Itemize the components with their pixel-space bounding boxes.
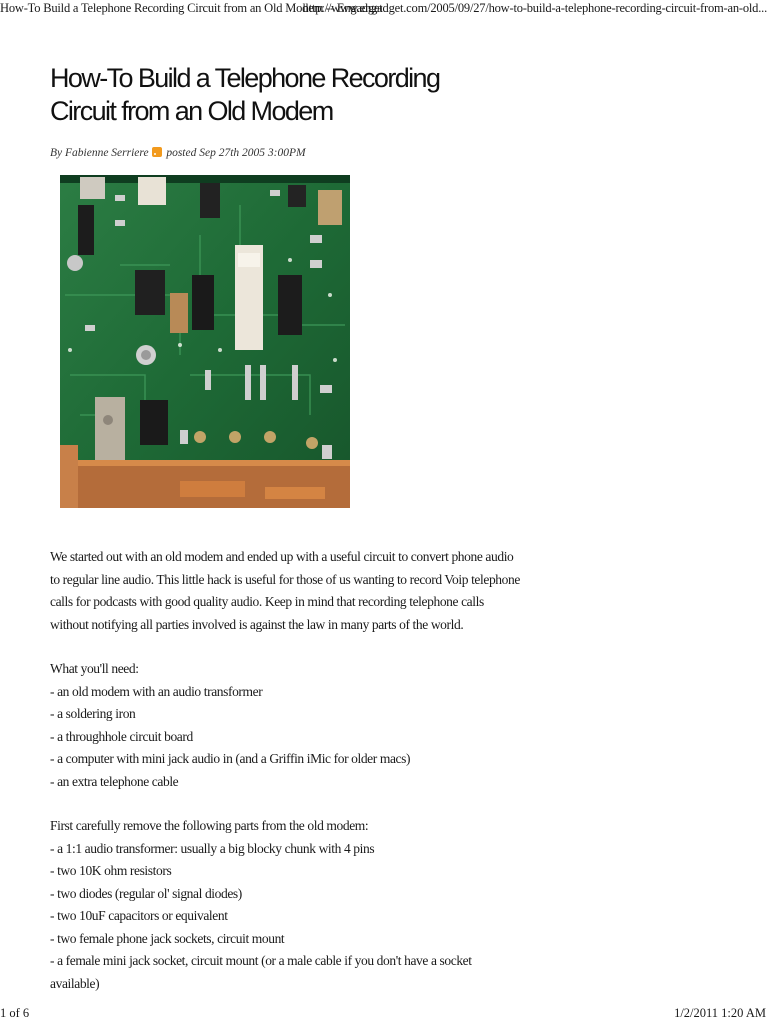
list-item: - a throughhole circuit board: [50, 728, 193, 744]
byline: [50, 147, 306, 159]
article-body: [50, 546, 520, 995]
print-timestamp: 1/2/2011 1:20 AM: [674, 1006, 766, 1020]
circuit-board-illustration: [60, 175, 350, 508]
list-item: - a soldering iron: [50, 706, 136, 721]
article-title: How-To Build a Telephone Recording Circuit from an Old Modem: [50, 63, 440, 126]
post-date: posted Sep 27th 2005 3:00PM: [166, 147, 306, 159]
list-item: - an old modem with an audio transformer: [50, 683, 263, 699]
parts-list: [50, 838, 520, 996]
list-item: - a female mini jack socket, circuit mount (or a male cable if you don't have a socket available): [50, 953, 472, 991]
needs-list: [50, 681, 520, 794]
list-item: - a 1:1 audio transformer: usually a big blocky chunk with 4 pins: [50, 840, 375, 856]
page-number: 1 of 6: [0, 1006, 30, 1020]
list-item: - two female phone jack sockets, circuit mount: [50, 930, 285, 946]
list-item: - a computer with mini jack audio in (and a Griffin iMic for older macs): [50, 751, 411, 766]
print-header-title: How-To Build a Telephone Recording Circuit from an Old Modem -- Engadget: [0, 1, 383, 15]
list-item: - two 10K ohm resistors: [50, 863, 172, 878]
circuit-board-photo: [60, 175, 350, 508]
needs-heading: What you'll need:: [50, 661, 139, 676]
parts-heading: First carefully remove the following parts from the old modem:: [50, 818, 369, 833]
rss-feed-icon[interactable]: [152, 147, 162, 157]
list-item: - two diodes (regular ol' signal diodes): [50, 885, 242, 901]
intro-paragraph: We started out with an old modem and ended up with a useful circuit to convert phone audio to regular line audio. This little hack is useful for those of us wanting to record Voip telephone calls for podcasts with good quality audio. Keep in mind that recording telephone calls without notifying all parties involved is against the law in many parts of the world.: [50, 549, 520, 632]
list-item: - two 10uF capacitors or equivalent: [50, 908, 228, 923]
list-item: - an extra telephone cable: [50, 773, 179, 789]
print-header-url: http://www.engadget.com/2005/09/27/how-to-build-a-telephone-recording-circuit-from-an-old...: [302, 1, 767, 15]
author: By Fabienne Serriere: [50, 147, 149, 159]
